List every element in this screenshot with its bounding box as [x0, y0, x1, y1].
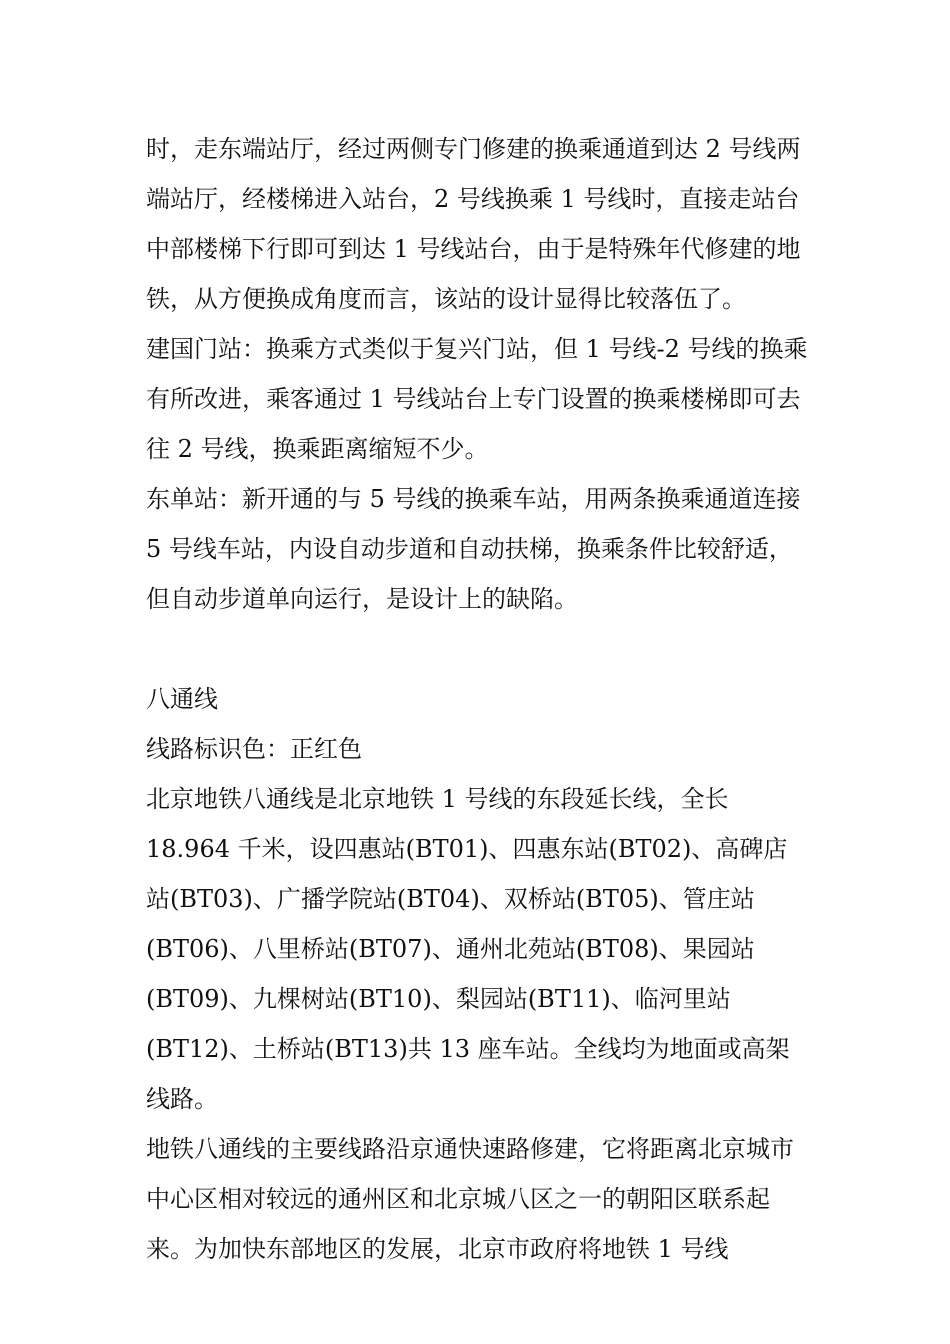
paragraph-spacer: [146, 624, 810, 674]
paragraph-fuxingmen-transfer: 时，走东端站厅，经过两侧专门修建的换乘通道到达 2 号线两端站厅，经楼梯进入站台，2 号线换乘 1 号线时，直接走站台中部楼梯下行即可到达 1 号线站台，由于是特殊年代修建的地铁，从方便换成角度而言，该站的设计显得比较落伍了。: [146, 135, 801, 313]
paragraph-line-color: 线路标识色：正红色: [146, 735, 362, 763]
section-heading-batong-line: 八通线: [146, 685, 218, 713]
paragraph-dongdan-station: 东单站：新开通的与 5 号线的换乘车站，用两条换乘通道连接 5 号线车站，内设自动步道和自动扶梯，换乘条件比较舒适，但自动步道单向运行，是设计上的缺陷。: [146, 485, 801, 613]
document-body: [146, 124, 810, 1274]
paragraph-jianguomen-station: 建国门站：换乘方式类似于复兴门站，但 1 号线-2 号线的换乘有所改进，乘客通过 1 号线站台上专门设置的换乘楼梯即可去往 2 号线，换乘距离缩短不少。: [146, 335, 808, 463]
paragraph-batong-overview: 北京地铁八通线是北京地铁 1 号线的东段延长线，全长 18.964 千米，设四惠站(BT01)、四惠东站(BT02)、高碑店站(BT03)、广播学院站(BT04)、双桥站(BT05)、管庄站(BT06)、八里桥站(BT07)、通州北苑站(BT08)、果园站(BT09)、九棵树站(BT10)、梨园站(BT11)、临河里站(BT12)、土桥站(BT13)共 13 座车站。全线均为地面或高架线路。: [146, 785, 790, 1113]
paragraph-batong-route: 地铁八通线的主要线路沿京通快速路修建，它将距离北京城市中心区相对较远的通州区和北京城八区之一的朝阳区联系起来。为加快东部地区的发展，北京市政府将地铁 1 号线: [146, 1135, 794, 1263]
